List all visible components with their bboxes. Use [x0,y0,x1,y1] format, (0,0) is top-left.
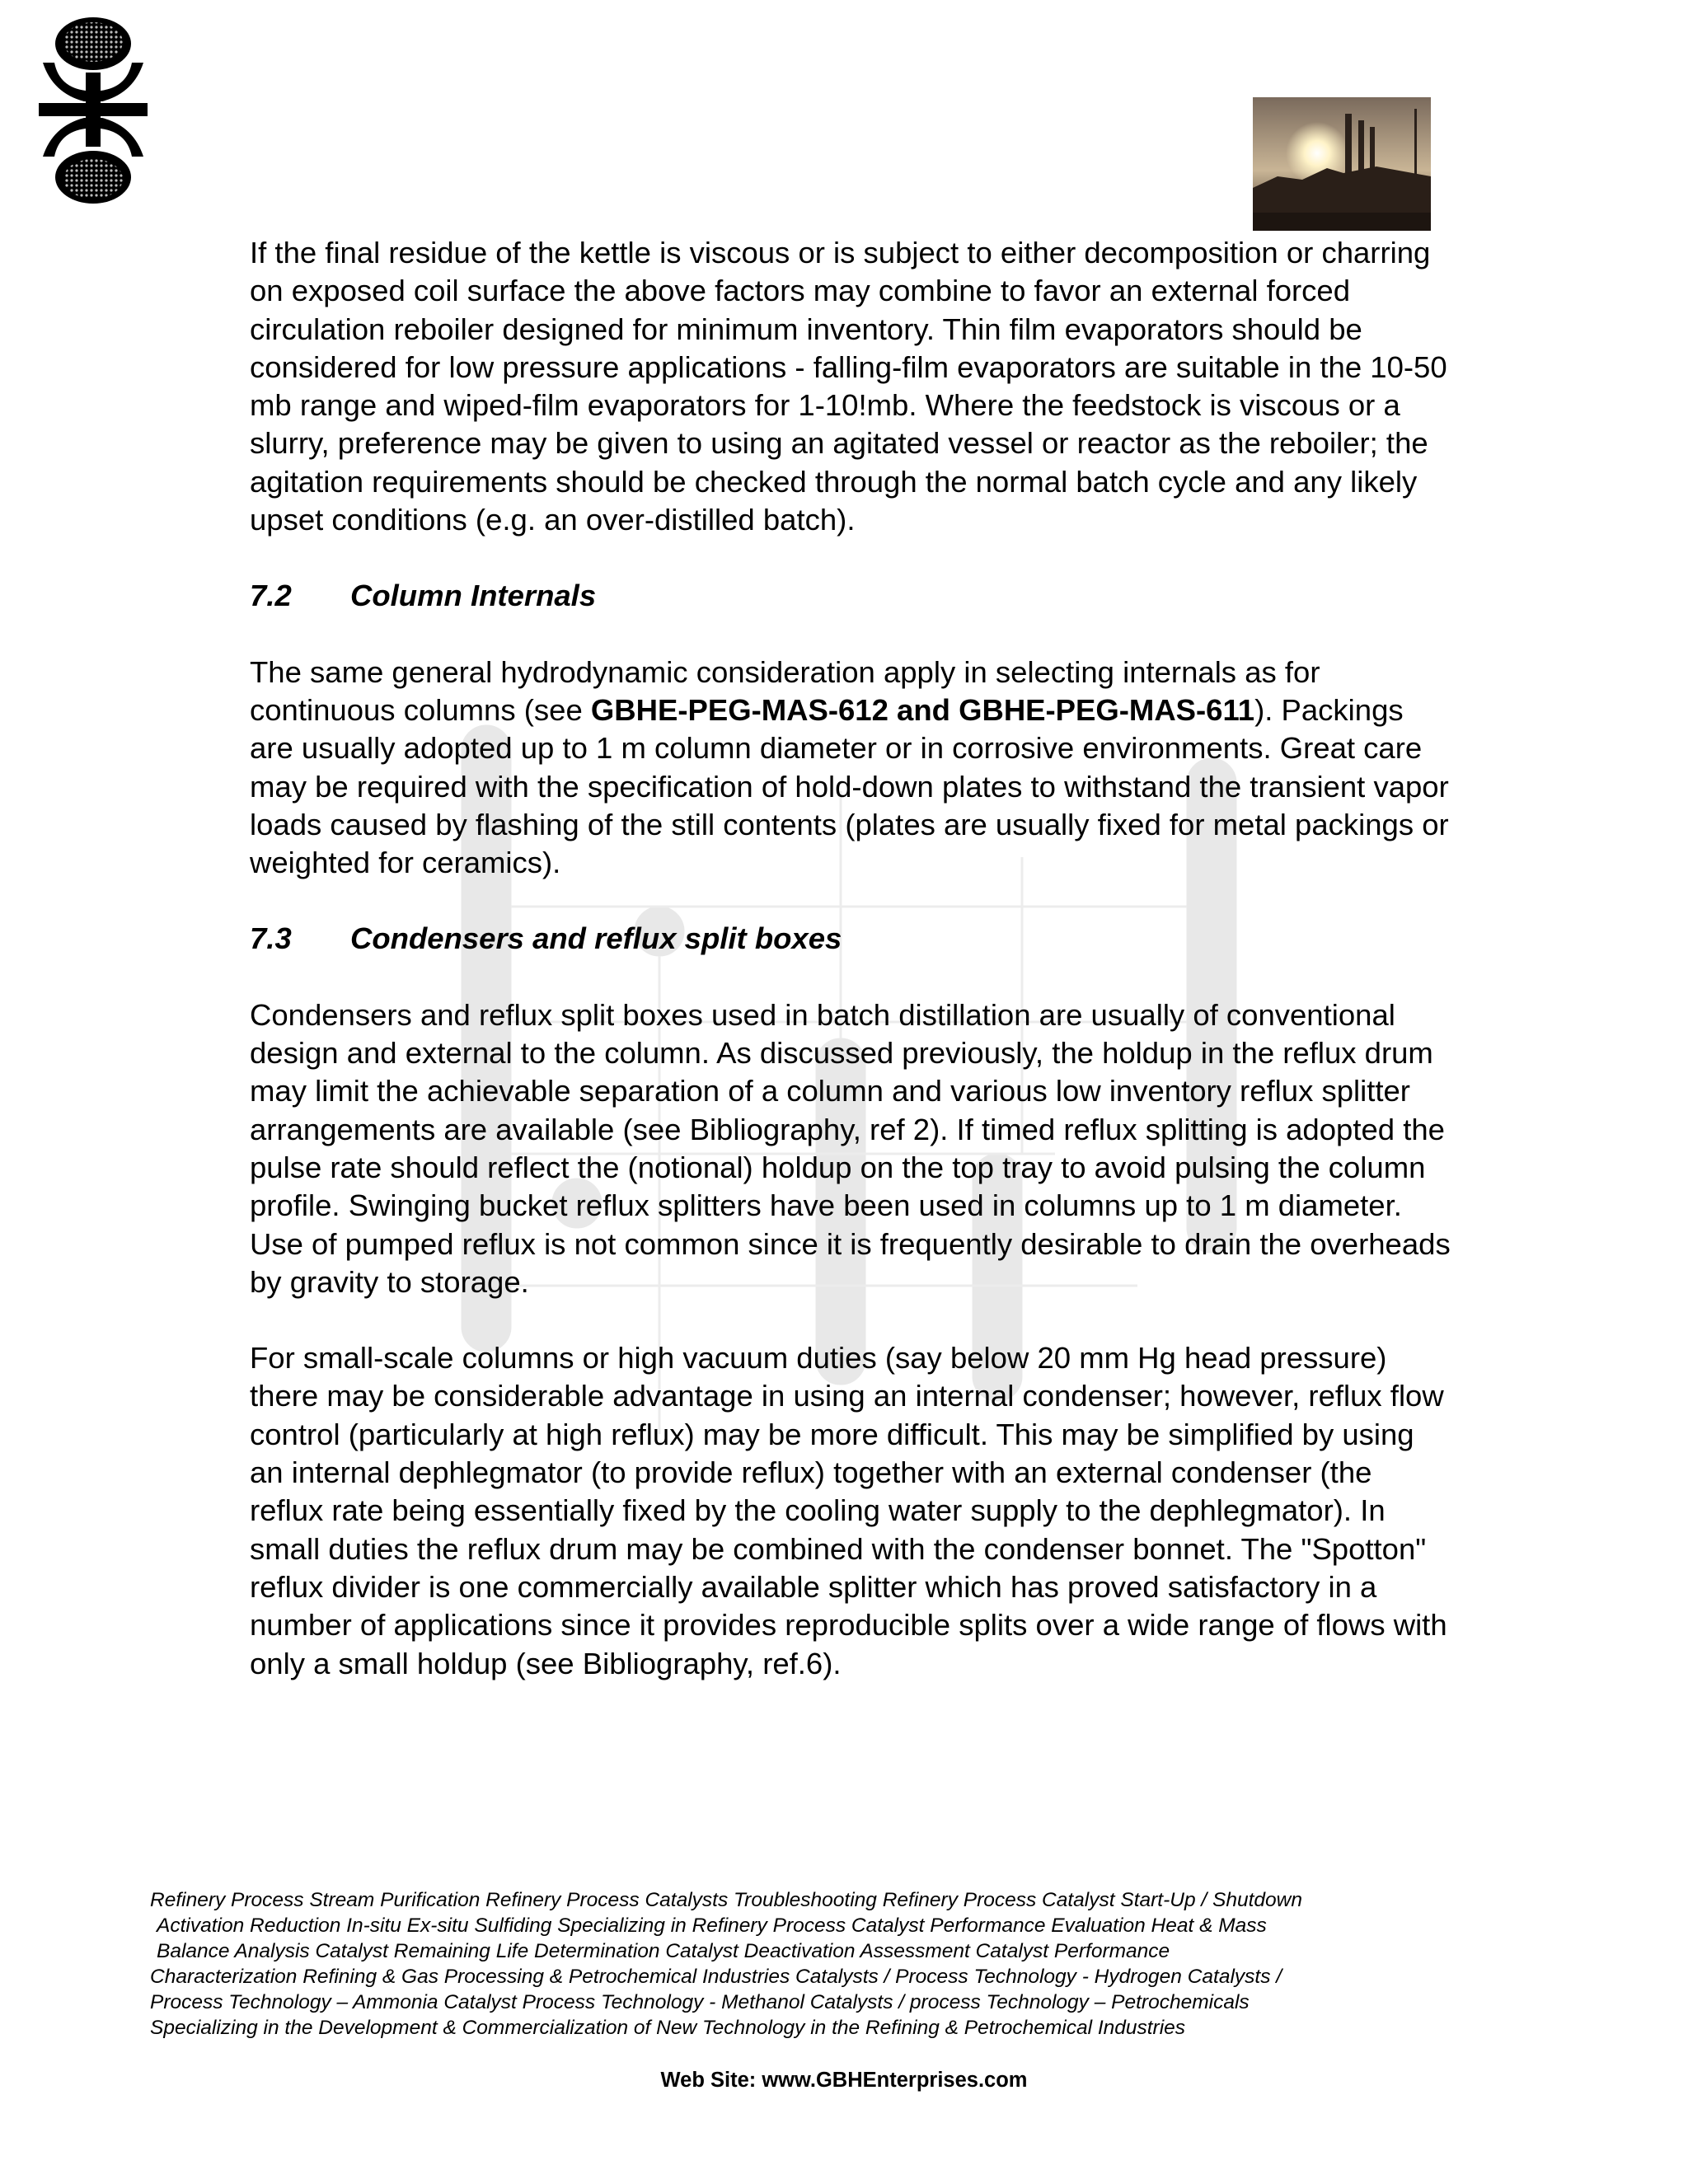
reference-codes: GBHE-PEG-MAS-612 and GBHE-PEG-MAS-611 [590,692,1255,727]
section-heading-column-internals [250,577,1453,615]
footer-line: Characterization Refining & Gas Processing & Petrochemical Industries Catalysts / Process Technology - Hydrogen Catalysts / [150,1966,1282,1988]
footer-line: Balance Analysis Catalyst Remaining Life Determination Catalyst Deactivation Assessment Catalyst Performance [157,1940,1170,1962]
footer-services [150,1887,1452,2041]
footer-line: Activation Reduction In-situ Ex-situ Sulfiding Specializing in Refinery Process Catalyst Performance Evaluation Heat & Mass [157,1915,1267,1937]
text-run: The same general hydrodynamic consideration apply in selecting internals as for continuous columns (see [250,654,1320,727]
website-link[interactable]: Web Site: www.GBHEnterprises.com [660,2069,1028,2092]
section-title: Condensers and reflux split boxes [350,921,842,956]
section-number: 7.3 [250,921,292,956]
section-heading-condensers [250,920,1453,958]
paragraph-small-scale: For small-scale columns or high vacuum duties (say below 20 mm Hg head pressure) there may be considerable advantage in using an internal condenser; however, reflux flow control (particularly at high reflux) may be more difficult. This may be simplified by using an internal dephlegmator (to provide reflux) together with an external condenser (the reflux rate being essentially fixed by the cooling water supply to the dephlegmator). In small duties the reflux drum may be combined with the condenser bonnet. The "Spotton" reflux divider is one commercially available splitter which has proved satisfactory in a number of applications since it provides reproducible splits over a wide range of flows with only a small holdup (see Bibliography, ref.6). [250,1341,1447,1680]
document-body [250,234,1453,1721]
footer-line: Specializing in the Development & Commercialization of New Technology in the Refining & Petrochemical Industries [150,2017,1186,2039]
paragraph-column-internals [250,654,1453,883]
footer-line: Refinery Process Stream Purification Refinery Process Catalysts Troubleshooting Refinery Process Catalyst Start-Up / Shutdown [150,1889,1302,1911]
text-run: ). Packings are usually adopted up to 1 m column diameter or in corrosive environments. Great care may be required with the specification of hold-down plates to withstand the transient vapor loads caused by flashing of the still contents (plates are usually fixed for metal packings or weighted for ceramics). [250,692,1449,880]
paragraph-reboiler: If the final residue of the kettle is viscous or is subject to either decomposition or charring on exposed coil surface the above factors may combine to favor an external forced circulation reboiler designed for minimum inventory. Thin film evaporators should be considered for low pressure applications - falling-film evaporators are suitable in the 10-50 mb range and wiped-film evaporators for 1-10!mb. Where the feedstock is viscous or a slurry, preference may be given to using an agitated vessel or reactor as the reboiler; the agitation requirements should be checked through the normal batch cycle and any likely upset conditions (e.g. an over-distilled batch). [250,236,1447,537]
refinery-skyline-image [1253,97,1431,231]
paragraph-condensers: Condensers and reflux split boxes used in batch distillation are usually of conventional design and external to the column. As discussed previously, the holdup in the reflux drum may limit the achievable separation of a column and various low inventory reflux splitter arrangements are available (see Bibliography, ref 2). If timed reflux splitting is adopted the pulse rate should reflect the (notional) holdup on the top tray to avoid pulsing the column profile. Swinging bucket reflux splitters have been used in columns up to 1 m diameter. Use of pumped reflux is not common since it is frequently desirable to drain the overheads by gravity to storage. [250,997,1451,1299]
section-number: 7.2 [250,579,292,613]
section-title: Column Internals [350,579,597,613]
gbh-logo-icon [35,15,152,204]
footer-line: Process Technology – Ammonia Catalyst Process Technology - Methanol Catalysts / process Technology – Petrochemicals [150,1991,1250,2013]
